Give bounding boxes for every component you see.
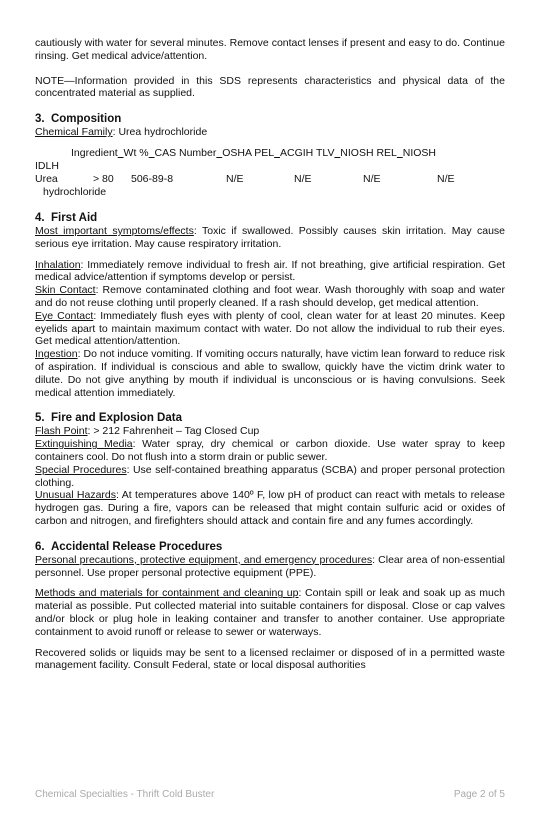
chemical-family-label: Chemical Family [35, 126, 113, 139]
section-3-heading: 3. Composition [35, 113, 122, 126]
skin-contact-text: : Remove contaminated clothing and foot wear. Wash thoroughly with soap and water and do not reuse clothing until properly cleaned. If a rash should develop, get medical attention. [35, 284, 505, 309]
cell-niosh-rel: N/E [363, 172, 381, 185]
special-procedures-text: : Use self-contained breathing apparatus (SCBA) and proper personal protection clothing. [35, 463, 505, 489]
extinguishing-media-paragraph [35, 438, 505, 464]
cell-acgih: N/E [294, 172, 312, 185]
personal-precautions-label: Personal precautions, protective equipment, and emergency procedures [35, 553, 373, 566]
cell-ingredient: Urea [35, 172, 58, 185]
inhalation-label: Inhalation [35, 258, 81, 271]
section-6-heading: 6. Accidental Release Procedures [35, 540, 223, 553]
cell-osha: N/E [226, 172, 244, 185]
table-row [35, 173, 505, 186]
unusual-hazards-label: Unusual Hazards [35, 489, 117, 502]
table-row-wrap [35, 186, 505, 199]
recovered-paragraph: Recovered solids or liquids may be sent to a licensed reclaimer or disposed of in a permitted waste management facility. Consult Federal, state or local disposal authorities [35, 646, 505, 672]
symptoms-paragraph [35, 225, 505, 251]
personal-precautions-paragraph [35, 554, 505, 580]
col-cas: CAS Number [154, 146, 217, 159]
chemical-family [35, 126, 505, 139]
eye-contact-paragraph [35, 310, 505, 348]
extinguishing-media-text: : Water spray, dry chemical or carbon dioxide. Use water spray to keep containers cool. Do not flush into a storm drain or public sewer. [35, 438, 505, 463]
special-procedures-paragraph [35, 464, 505, 490]
inhalation-paragraph [35, 259, 505, 285]
col-idlh: IDLH [35, 159, 59, 172]
extinguishing-media-label: Extinguishing Media [35, 438, 133, 451]
cell-wt: > 80 [93, 172, 114, 185]
unusual-hazards-paragraph [35, 489, 505, 527]
eye-contact-text: : Immediately flush eyes with plenty of cool, clean water for at least 20 minutes. Keep eyelids apart to maintain maximum contact with water. Do not allow the individual to rub their eyes. Get medical attention/attention. [35, 309, 505, 348]
symptoms-text: : Toxic if swallowed. Possibly causes skin irritation. May cause serious eye irritation. May cause respiratory irritation. [35, 224, 506, 250]
footer-page-number: Page 2 of 5 [453, 789, 505, 800]
ingestion-text: : Do not induce vomiting. If vomiting occurs naturally, have victim lean forward to reduce risk of aspiration. If individual is conscious and able to swallow, quickly have the victim drink water to dilute. Do not give anything by mouth if individual is unconscious or is having convulsions. Seek medical attention immediately. [35, 348, 505, 399]
unusual-hazards-text: : At temperatures above 140º F, low pH of product can react with metals to release hydrogen gas. During a fire, vapors can be released that might contain sulfuric acid or oxides of carbon and nitrogen, and firefighters should attack and contain fire and any fumes accordingly. [35, 489, 506, 527]
containment-paragraph [35, 587, 505, 638]
footer-document-name: Chemical Specialties - Thrift Cold Buster [35, 789, 215, 800]
eye-contact-label: Eye Contact [35, 309, 94, 322]
col-wt: Wt % [123, 146, 149, 159]
col-osha: OSHA PEL [222, 146, 275, 159]
flash-point-text: : > 212 Fahrenheit – Tag Closed Cup [87, 425, 260, 438]
note-paragraph: NOTE—Information provided in this SDS represents characteristics and physical data of the concentrated material as supplied. [35, 74, 505, 100]
inhalation-text: : Immediately remove individual to fresh air. If not breathing, give artificial respiration. Get medical advice/attention if symptoms develop or persist. [35, 258, 505, 284]
composition-header-wrap [35, 160, 505, 173]
intro-paragraph: cautiously with water for several minutes. Remove contact lenses if present and easy to do. Continue rinsing. Get medical advice/attention. [35, 37, 505, 62]
skin-contact-paragraph [35, 284, 505, 310]
flash-point-paragraph [35, 425, 505, 438]
section-4-heading: 4. First Aid [35, 211, 98, 224]
cell-ingredient-wrap: hydrochloride [43, 185, 107, 198]
ingestion-label: Ingestion [35, 348, 78, 361]
special-procedures-label: Special Procedures [35, 463, 127, 476]
cell-cas: 506-89-8 [131, 172, 174, 185]
chemical-family-value: : Urea hydrochloride [112, 126, 208, 139]
containment-text: : Contain spill or leak and soak up as much material as possible. Put collected material into suitable containers for disposal. Close or cap valves and/or block or plug hole in leaking container and transfer to another container. Use appropriate containment to avoid runoff or release to sewer or waterways. [35, 587, 505, 638]
symptoms-label: Most important symptoms/effects [35, 224, 194, 237]
col-acgih: ACGIH TLV [279, 146, 335, 159]
containment-label: Methods and materials for containment and cleaning up [35, 587, 299, 600]
col-niosh: NIOSH [402, 146, 437, 159]
col-ingredient: Ingredient [71, 146, 118, 159]
document-body [35, 37, 505, 672]
flash-point-label: Flash Point [35, 425, 88, 438]
section-5-heading: 5. Fire and Explosion Data [35, 412, 182, 425]
ingestion-paragraph [35, 348, 505, 399]
cell-niosh-idlh: N/E [437, 172, 455, 185]
composition-table-header [35, 147, 505, 160]
personal-precautions-text: : Clear area of non-essential personnel. Use proper personal protective equipment (PPE). [35, 553, 505, 579]
skin-contact-label: Skin Contact [35, 284, 96, 297]
col-niosh-rel: NIOSH REL [340, 146, 397, 159]
